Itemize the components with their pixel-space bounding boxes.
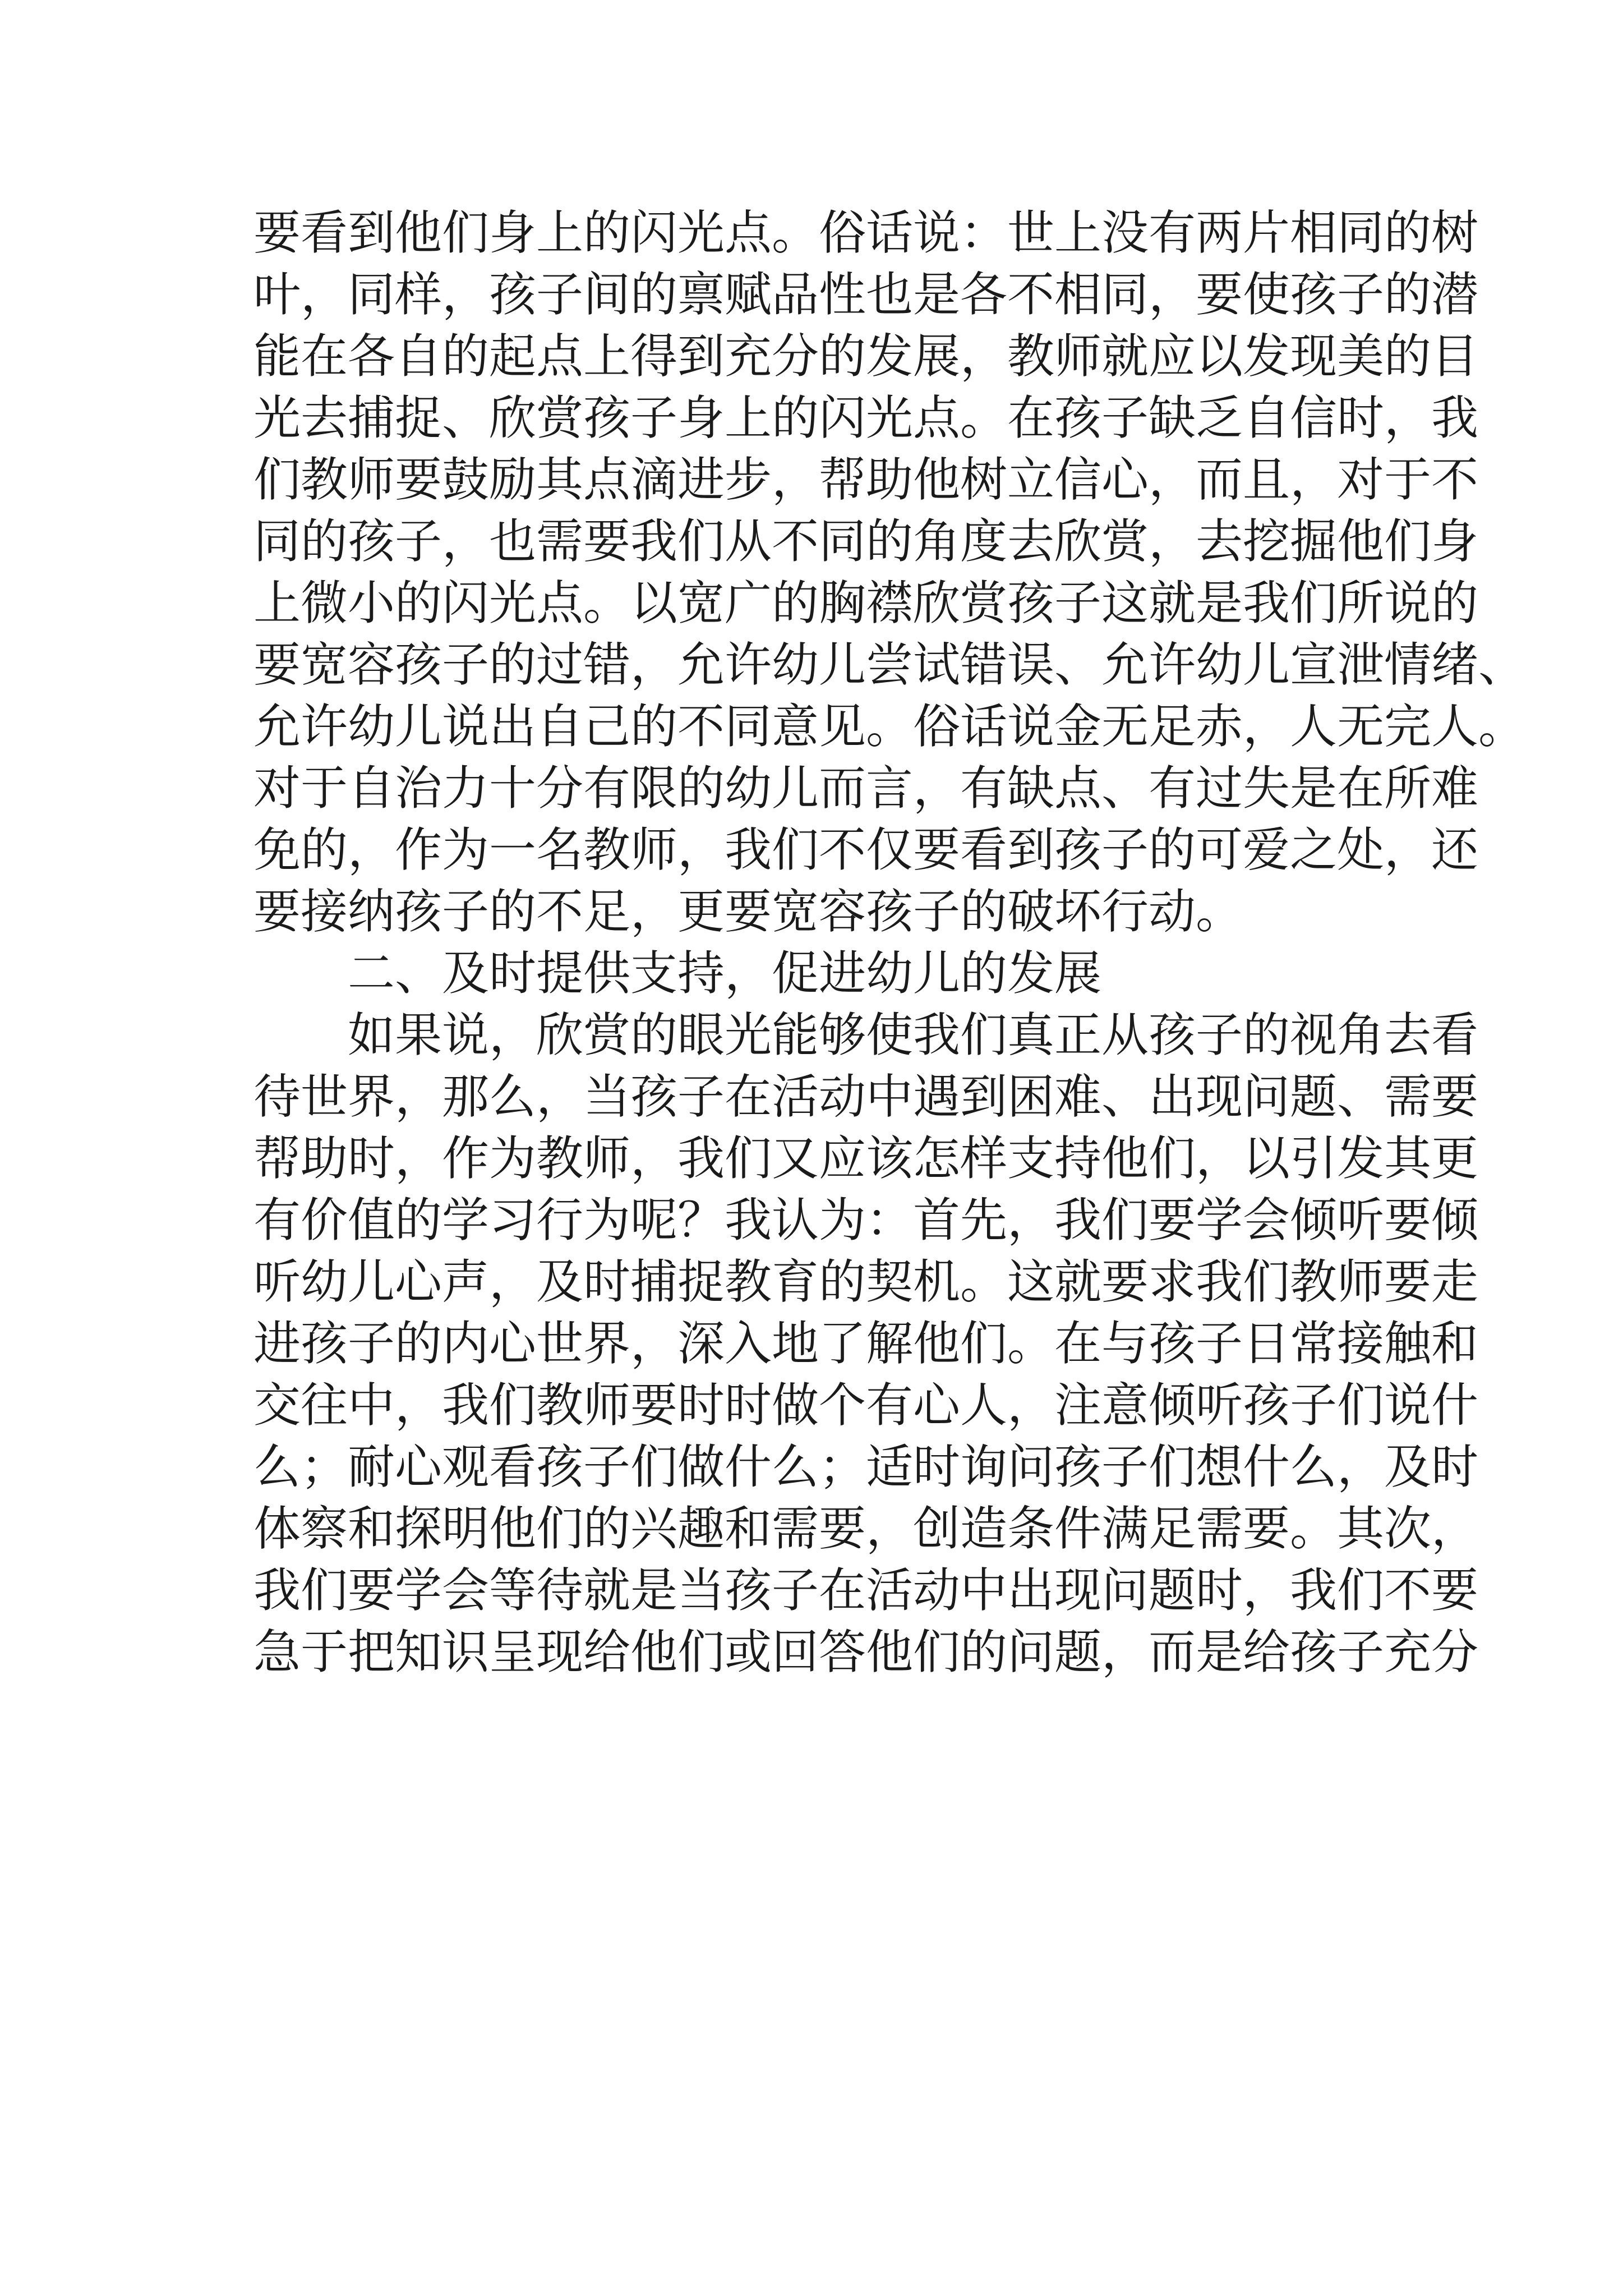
text-line: 待世界，那么，当孩子在活动中遇到困难、出现问题、需要: [253, 1069, 1479, 1124]
body-text: [253, 202, 1526, 1683]
text-line: 有价值的学习行为呢？我认为：首先，我们要学会倾听要倾: [253, 1193, 1479, 1248]
text-line: 上微小的闪光点。以宽广的胸襟欣赏孩子这就是我们所说的: [253, 576, 1479, 631]
section-heading: 二、及时提供支持，促进幼儿的发展: [253, 946, 1102, 1001]
text-line: 光去捕捉、欣赏孩子身上的闪光点。在孩子缺乏自信时，我: [253, 390, 1479, 445]
text-line: 么；耐心观看孩子们做什么；适时询问孩子们想什么，及时: [253, 1439, 1479, 1494]
text-line: 急于把知识呈现给他们或回答他们的问题，而是给孩子充分: [253, 1625, 1479, 1680]
text-line: 对于自治力十分有限的幼儿而言，有缺点、有过失是在所难: [253, 761, 1479, 816]
text-line: 我们要学会等待就是当孩子在活动中出现问题时，我们不要: [253, 1563, 1479, 1618]
text-line: 能在各自的起点上得到充分的发展，教师就应以发现美的目: [253, 329, 1479, 384]
text-line: 体察和探明他们的兴趣和需要，创造条件满足需要。其次，: [253, 1501, 1479, 1556]
text-line: 要接纳孩子的不足，更要宽容孩子的破坏行动。: [253, 884, 1243, 939]
text-line: 们教师要鼓励其点滴进步，帮助他树立信心，而且，对于不: [253, 452, 1479, 507]
text-line: 叶，同样，孩子间的禀赋品性也是各不相同，要使孩子的潜: [253, 267, 1479, 322]
text-line: 免的，作为一名教师，我们不仅要看到孩子的可爱之处，还: [253, 822, 1479, 877]
text-line: 听幼儿心声，及时捕捉教育的契机。这就要求我们教师要走: [253, 1254, 1479, 1309]
text-line: 进孩子的内心世界，深入地了解他们。在与孩子日常接触和: [253, 1316, 1479, 1371]
text-line: 要看到他们身上的闪光点。俗话说：世上没有两片相同的树: [253, 205, 1479, 260]
text-line: 同的孩子，也需要我们从不同的角度去欣赏，去挖掘他们身: [253, 514, 1479, 569]
text-line: 允许幼儿说出自己的不同意见。俗话说金无足赤，人无完人。: [253, 699, 1526, 754]
text-line: 交往中，我们教师要时时做个有心人，注意倾听孩子们说什: [253, 1378, 1479, 1433]
text-line: 要宽容孩子的过错，允许幼儿尝试错误、允许幼儿宣泄情绪、: [253, 637, 1526, 692]
text-line: 帮助时，作为教师，我们又应该怎样支持他们，以引发其更: [253, 1131, 1479, 1186]
text-line: 如果说，欣赏的眼光能够使我们真正从孩子的视角去看: [253, 1007, 1479, 1062]
